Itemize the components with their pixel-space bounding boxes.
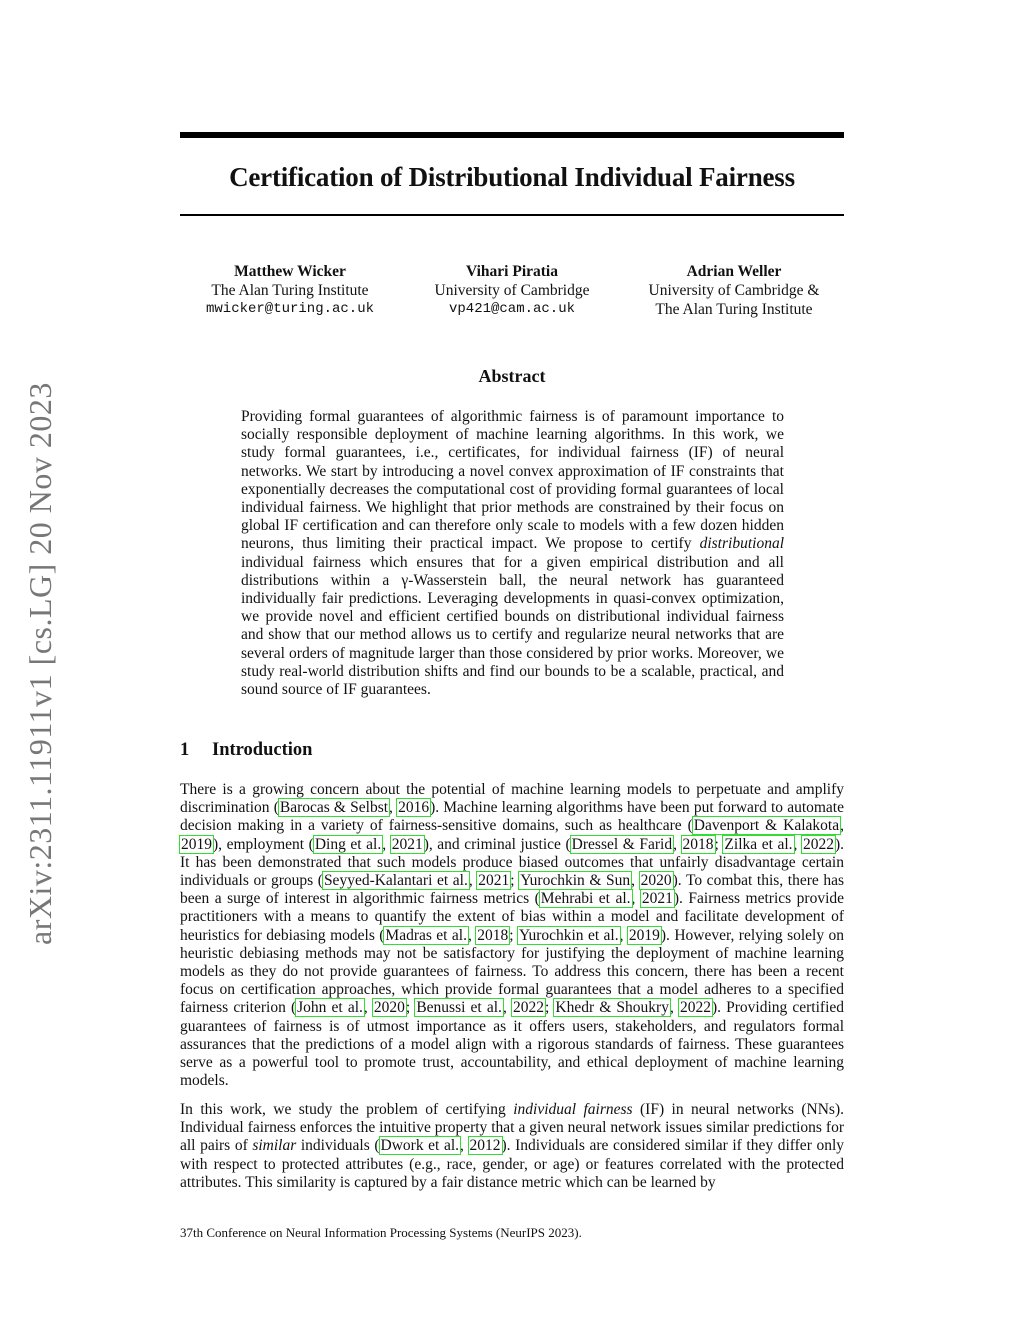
citation-link[interactable]: John et al.	[297, 999, 363, 1017]
body-text: ;	[544, 999, 555, 1017]
body-text: ,	[619, 926, 628, 944]
author-affiliation: University of Cambridge &	[648, 282, 820, 299]
body-text: ,	[389, 799, 398, 817]
body-text: individuals (	[296, 1137, 380, 1155]
citation-link[interactable]: Khedr & Shoukry	[555, 999, 669, 1017]
section-title: Introduction	[212, 740, 313, 760]
body-text: (IF) in neural networks (NNs). Individual fairness enforces the intuitive property that a given neural network issues similar predictions for all pairs of	[180, 1101, 844, 1155]
citation-link[interactable]: 2018	[682, 835, 714, 853]
body-emphasis: individual fairness	[513, 1101, 633, 1118]
author-affiliation: The Alan Turing Institute	[211, 282, 369, 299]
body-text: ;	[509, 926, 518, 944]
title-rule-top	[180, 132, 844, 138]
body-text: ). Fairness metrics provide practitioners with a means to quantify the extent of bias within a model and facilitate development of heuristics for debiasing models (	[180, 890, 845, 944]
body-emphasis: similar	[252, 1137, 297, 1155]
citation-link[interactable]: Zilka et al.	[724, 835, 793, 853]
citation-link[interactable]: Dwork et al.	[380, 1137, 460, 1155]
citation-link[interactable]: Seyyed-Kalantari et al.	[323, 872, 468, 890]
intro-paragraph-1	[180, 781, 844, 1090]
body-text: ,	[631, 890, 641, 908]
author-3	[624, 262, 844, 319]
author-name: Vihari Piratia	[466, 263, 558, 280]
citation-link[interactable]: 2022	[512, 999, 544, 1017]
body-text: ;	[714, 835, 724, 853]
citation-link[interactable]: 2018	[477, 926, 509, 944]
citation-link[interactable]: 2021	[391, 835, 423, 853]
citation-link[interactable]: Davenport & Kalakota	[693, 817, 840, 835]
citation-link[interactable]: 2019	[628, 926, 660, 944]
body-text: ,	[669, 999, 679, 1017]
citation-link[interactable]: Benussi et al.	[416, 999, 502, 1017]
author-2	[407, 262, 617, 319]
intro-paragraph-2	[180, 1101, 844, 1192]
paper-title: Certification of Distributional Individual Fairness	[229, 162, 795, 192]
citation-link[interactable]: Mehrabi et al.	[540, 890, 631, 908]
citation-link[interactable]: Dressel & Farid	[571, 835, 673, 853]
citation-link[interactable]: 2020	[640, 872, 672, 890]
body-text: ;	[510, 872, 520, 890]
author-name: Matthew Wicker	[234, 263, 346, 280]
abstract-heading: Abstract	[478, 366, 546, 386]
citation-link[interactable]: 2021	[641, 890, 673, 908]
citation-link[interactable]: 2020	[373, 999, 405, 1017]
body-text: ), employment (	[213, 835, 314, 853]
citation-link[interactable]: 2016	[398, 799, 430, 817]
abstract-body	[241, 408, 784, 699]
body-text: ,	[502, 999, 512, 1017]
author-affiliation-2: The Alan Turing Institute	[655, 301, 813, 318]
citation-link[interactable]: Yurochkin & Sun	[520, 872, 631, 890]
body-text: ,	[631, 872, 640, 890]
body-text: There is a growing concern about the potential of machine learning models to perpetuate and amplify discrimination (	[180, 781, 844, 817]
citation-link[interactable]: 2022	[802, 835, 834, 853]
body-text: ,	[363, 999, 373, 1017]
citation-link[interactable]: Ding et al.	[314, 835, 382, 853]
abstract-text: Providing formal guarantees of algorithmic fairness is of paramount importance to socially responsible deployment of machine learning algorithms. In this work, we study formal guarantees, i.e., certificates, for individual fairness (IF) of neural networks. We start by introducing a novel convex approximation of IF constraints that exponentially decreases the computational cost of providing formal guarantees of local individual fairness. We highlight that prior methods are constrained by their focus on global IF certification and can therefore only scale to models with a few dozen hidden neurons, thus limiting their practical impact. We propose to certify	[241, 408, 784, 553]
body-text: ,	[673, 835, 682, 853]
body-text: ), and criminal justice (	[423, 835, 571, 853]
abstract-emphasis: distributional	[699, 535, 784, 553]
body-text: ). Individuals are considered similar if they differ only with respect to protected attributes (e.g., race, gender, or age) or features correlated with the protected attributes. This similarity is captured by a fair distance metric which can be learned by	[180, 1137, 845, 1191]
citation-link[interactable]: 2021	[478, 872, 510, 890]
body-text: In this work, we study the problem of certifying	[180, 1101, 514, 1118]
citation-link[interactable]: Yurochkin et al.	[518, 926, 619, 944]
body-text: ). Machine learning algorithms have been put forward to automate decision making in a variety of fairness-sensitive domains, such as healthcare (	[180, 799, 844, 835]
author-block	[180, 262, 844, 319]
title-rule-bottom	[180, 214, 844, 216]
body-text: ,	[382, 835, 391, 853]
abstract-text: individual fairness which ensures that for a given empirical distribution and all distributions within a γ-Wasserstein ball, the neural network has guaranteed individually fair predictions. Leveraging developments in quasi-convex optimization, we provide novel and efficient certified bounds on distributional individual fairness and show that our method allows us to certify and regularize neural networks that are several orders of magnitude larger than those considered by prior works. Moreover, we study real-world distribution shifts and find our bounds to be a scalable, practical, and sound source of IF guarantees.	[241, 553, 784, 699]
author-1	[180, 262, 400, 319]
citation-link[interactable]: 2012	[469, 1137, 501, 1155]
citation-link[interactable]: Barocas & Selbst	[279, 799, 389, 817]
citation-link[interactable]: 2019	[181, 835, 212, 853]
section-number: 1	[180, 740, 190, 760]
author-email[interactable]: vp421@cam.ac.uk	[448, 301, 576, 317]
body-text: ,	[840, 817, 844, 835]
body-text: ). It has been demonstrated that such models produce biased outcomes that unfairly disadvantage certain individuals or groups (	[180, 835, 845, 890]
arxiv-id: arXiv:2311.11911v1 [cs.LG] 20 Nov 2023	[22, 382, 58, 945]
body-text: ,	[467, 926, 477, 944]
conference-footnote: 37th Conference on Neural Information Processing Systems (NeurIPS 2023).	[180, 1225, 582, 1240]
author-name: Adrian Weller	[686, 263, 782, 280]
author-affiliation: University of Cambridge	[434, 282, 590, 299]
author-email[interactable]: mwicker@turing.ac.uk	[205, 301, 375, 317]
body-text: ). However, relying solely on heuristic debiasing methods may not be satisfactory for justifying the deployment of machine learning models as they do not provide guarantees of fairness. To address this concern, there has been a recent focus on certification approaches, which provide formal guarantees that a model adheres to a specified fairness criterion (	[180, 926, 845, 1017]
body-text: ,	[460, 1137, 469, 1155]
body-text: ,	[793, 835, 802, 853]
body-text: ,	[468, 872, 478, 890]
body-text: ;	[405, 999, 416, 1017]
citation-link[interactable]: 2022	[679, 999, 711, 1017]
section-heading	[180, 740, 312, 761]
body-text: ). To combat this, there has been a surge of interest in algorithmic fairness metrics (	[180, 872, 844, 908]
citation-link[interactable]: Madras et al.	[385, 926, 467, 944]
body-text: ). Providing certified guarantees of fairness is of utmost importance as it offers users, stakeholders, and regulators formal assurances that the predictions of a model align with a rigorous standards of fairness. These guarantees serve as a powerful tool to promote trust, accountability, and ethical deployment of machine learning models.	[180, 999, 845, 1090]
